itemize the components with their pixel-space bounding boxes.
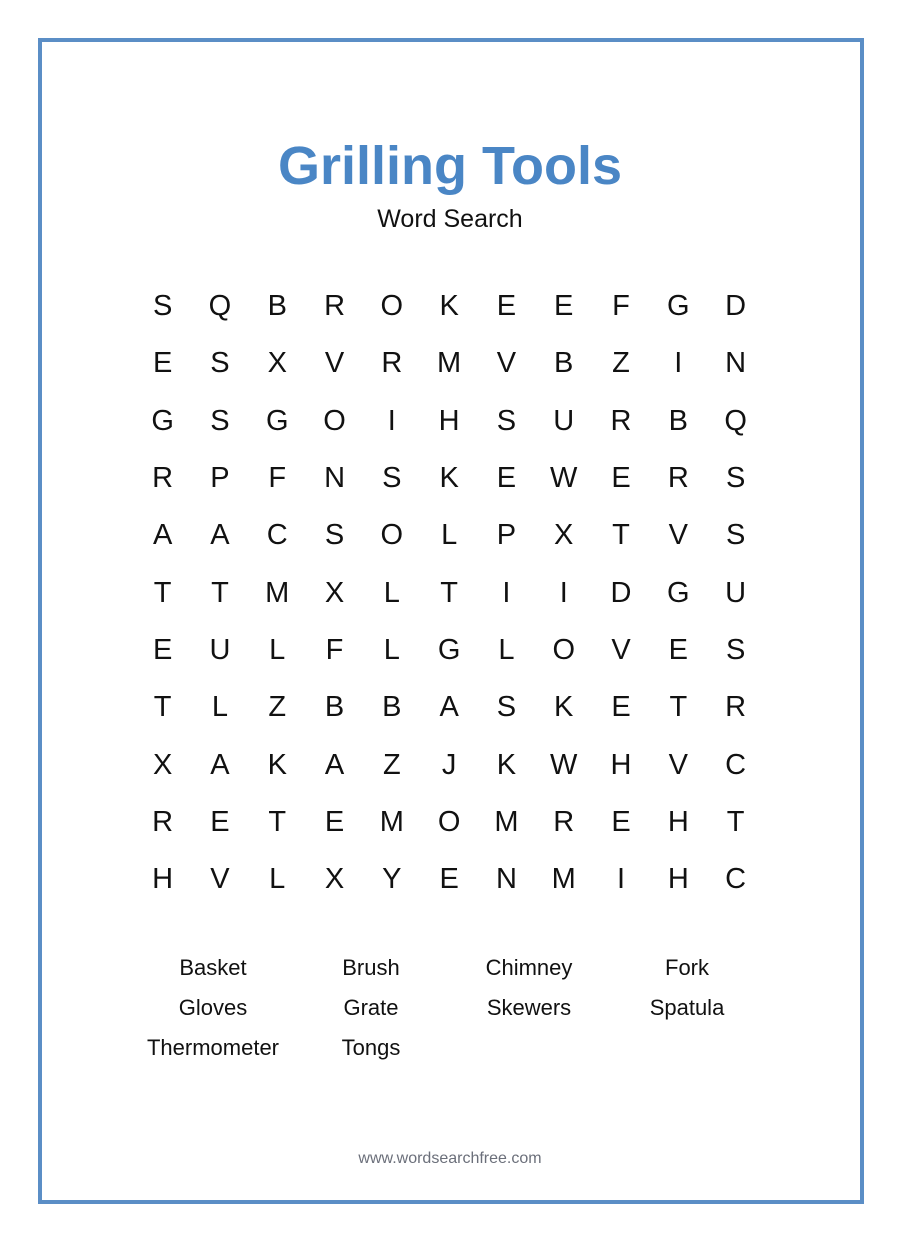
grid-cell[interactable]: I [502,576,511,609]
grid-cell[interactable]: D [610,576,632,609]
grid-cell[interactable]: K [439,462,459,495]
grid-cell[interactable]: O [323,404,346,437]
grid-cell[interactable]: S [496,404,517,437]
grid-cell[interactable]: T [153,576,172,609]
grid-cell[interactable]: C [266,519,288,552]
word-list-item: Thermometer [146,1035,280,1060]
grid-cell[interactable]: B [324,691,345,724]
grid-cell[interactable]: B [554,347,574,380]
grid-cell[interactable]: E [668,633,688,666]
grid-cell[interactable]: R [152,462,174,495]
grid-cell[interactable]: N [725,347,747,380]
grid-cell[interactable]: L [211,691,229,724]
grid-cell[interactable]: E [496,462,517,495]
grid-cell[interactable]: T [440,576,458,609]
grid-cell[interactable]: X [152,748,173,781]
grid-cell[interactable]: R [381,347,403,380]
grid-cell[interactable]: G [265,404,289,437]
grid-cell[interactable]: S [725,633,746,666]
grid-cell[interactable]: I [674,347,683,380]
grid-cell[interactable]: H [152,863,174,896]
grid-cell[interactable]: K [554,691,574,724]
footer-url[interactable]: www.wordsearchfree.com [358,1150,542,1167]
grid-cell[interactable]: E [152,347,173,380]
grid-cell[interactable]: T [153,691,172,724]
grid-cell[interactable]: V [496,347,517,380]
grid-cell[interactable]: O [380,519,404,552]
puzzle-subtitle: Word Search [377,205,523,233]
grid-cell[interactable]: W [550,748,578,781]
grid-cell[interactable]: M [494,805,519,838]
grid-cell[interactable]: P [496,519,517,552]
grid-cell[interactable]: Q [208,290,232,323]
grid-cell[interactable]: B [382,691,402,724]
grid-cell[interactable]: R [553,805,575,838]
grid-cell[interactable]: E [611,691,631,724]
word-list-item: Basket [179,955,247,980]
grid-cell[interactable]: O [380,290,404,323]
grid-cell[interactable]: R [610,404,632,437]
grid-cell[interactable]: Q [724,404,747,437]
grid-cell[interactable]: U [725,576,747,609]
grid-cell[interactable]: E [496,290,517,323]
word-list [134,952,766,1072]
grid-cell[interactable]: E [210,805,230,838]
grid-cell[interactable]: T [669,691,688,724]
grid-cell[interactable]: E [152,633,173,666]
grid-cell[interactable]: X [324,576,345,609]
grid-cell[interactable]: B [668,404,688,437]
grid-cell[interactable]: L [269,863,286,896]
word-list-item: Skewers [486,995,572,1020]
grid-cell[interactable]: M [437,347,462,380]
grid-cell[interactable]: H [667,805,689,838]
grid-cell[interactable]: Z [268,691,287,724]
grid-cell[interactable]: V [611,633,631,666]
grid-cell[interactable]: C [725,748,747,781]
grid-cell[interactable]: O [552,633,575,666]
grid-cell[interactable]: U [553,404,575,437]
grid-cell[interactable]: R [667,462,689,495]
grid-cell[interactable]: M [265,576,290,609]
grid-cell[interactable]: X [554,519,574,552]
grid-cell[interactable]: T [211,576,229,609]
grid-cell[interactable]: S [210,347,230,380]
grid-cell[interactable]: R [725,691,747,724]
grid-cell[interactable]: L [383,633,400,666]
grid-cell[interactable]: T [612,519,630,552]
grid-cell[interactable]: F [325,633,344,666]
grid-cell[interactable]: W [550,462,578,495]
grid-cell[interactable]: H [667,863,689,896]
grid-cell[interactable]: M [551,863,576,896]
grid-cell[interactable]: I [616,863,626,896]
grid-cell[interactable]: N [324,462,346,495]
grid-cell[interactable]: V [668,519,688,552]
grid-cell[interactable]: X [267,347,287,380]
word-list-item: Fork [665,955,709,980]
word-list-item: Brush [342,955,400,980]
grid-cell[interactable]: Z [382,748,401,781]
grid-cell[interactable]: S [152,290,173,323]
grid-cell[interactable]: E [439,863,459,896]
grid-cell[interactable]: K [496,748,517,781]
grid-cell[interactable]: A [210,519,230,552]
grid-cell[interactable]: E [611,805,631,838]
grid-cell[interactable]: S [324,519,345,552]
grid-cell[interactable]: S [496,691,517,724]
grid-cell[interactable]: L [269,633,286,666]
grid-cell[interactable]: M [379,805,404,838]
grid-cell[interactable]: A [210,748,230,781]
grid-cell[interactable]: O [437,805,461,838]
grid-cell[interactable]: A [324,748,345,781]
word-list-item: Spatula [649,995,725,1020]
letter-grid [134,278,766,908]
grid-cell[interactable]: F [268,462,287,495]
grid-cell[interactable]: E [324,805,345,838]
word-list-item: Tongs [341,1035,401,1060]
grid-cell[interactable]: N [495,863,517,896]
grid-cell[interactable]: H [438,404,460,437]
grid-cell[interactable]: A [152,519,173,552]
grid-cell[interactable]: S [725,462,746,495]
grid-cell[interactable]: V [324,347,345,380]
grid-cell[interactable]: E [611,462,631,495]
grid-cell[interactable]: K [439,290,459,323]
grid-cell[interactable]: B [267,290,287,323]
grid-cell[interactable]: G [667,576,690,609]
grid-cell[interactable]: D [725,290,747,323]
grid-cell[interactable]: G [151,404,174,437]
grid-cell[interactable]: S [382,462,402,495]
word-list-item: Gloves [178,995,248,1020]
word-list-item: Chimney [485,955,573,980]
grid-cell[interactable]: J [441,748,457,781]
grid-cell[interactable]: R [324,290,346,323]
grid-cell[interactable]: F [612,290,630,323]
grid-cell[interactable]: Z [612,347,630,380]
grid-cell[interactable]: Y [382,863,402,896]
grid-cell[interactable]: K [267,748,287,781]
grid-cell[interactable]: L [498,633,515,666]
grid-cell[interactable]: A [439,691,459,724]
grid-cell[interactable]: G [437,633,461,666]
grid-cell[interactable]: I [387,404,396,437]
grid-cell[interactable]: R [152,805,174,838]
grid-cell[interactable]: S [210,404,230,437]
grid-cell[interactable]: V [668,748,688,781]
grid-cell[interactable]: V [210,863,230,896]
grid-cell[interactable]: T [726,805,745,838]
grid-cell[interactable]: P [210,462,230,495]
grid-cell[interactable]: C [725,863,747,896]
grid-cell[interactable]: T [268,805,287,838]
grid-cell[interactable]: U [209,633,231,666]
grid-cell[interactable]: L [383,576,400,609]
grid-cell[interactable]: S [725,519,746,552]
grid-cell[interactable]: I [559,576,568,609]
grid-cell[interactable]: H [610,748,632,781]
grid-cell[interactable]: E [554,290,574,323]
grid-cell[interactable]: L [441,519,458,552]
word-list-item: Grate [343,995,399,1020]
grid-cell[interactable]: G [667,290,690,323]
puzzle-title: Grilling Tools [278,136,622,196]
grid-cell[interactable]: X [324,863,345,896]
